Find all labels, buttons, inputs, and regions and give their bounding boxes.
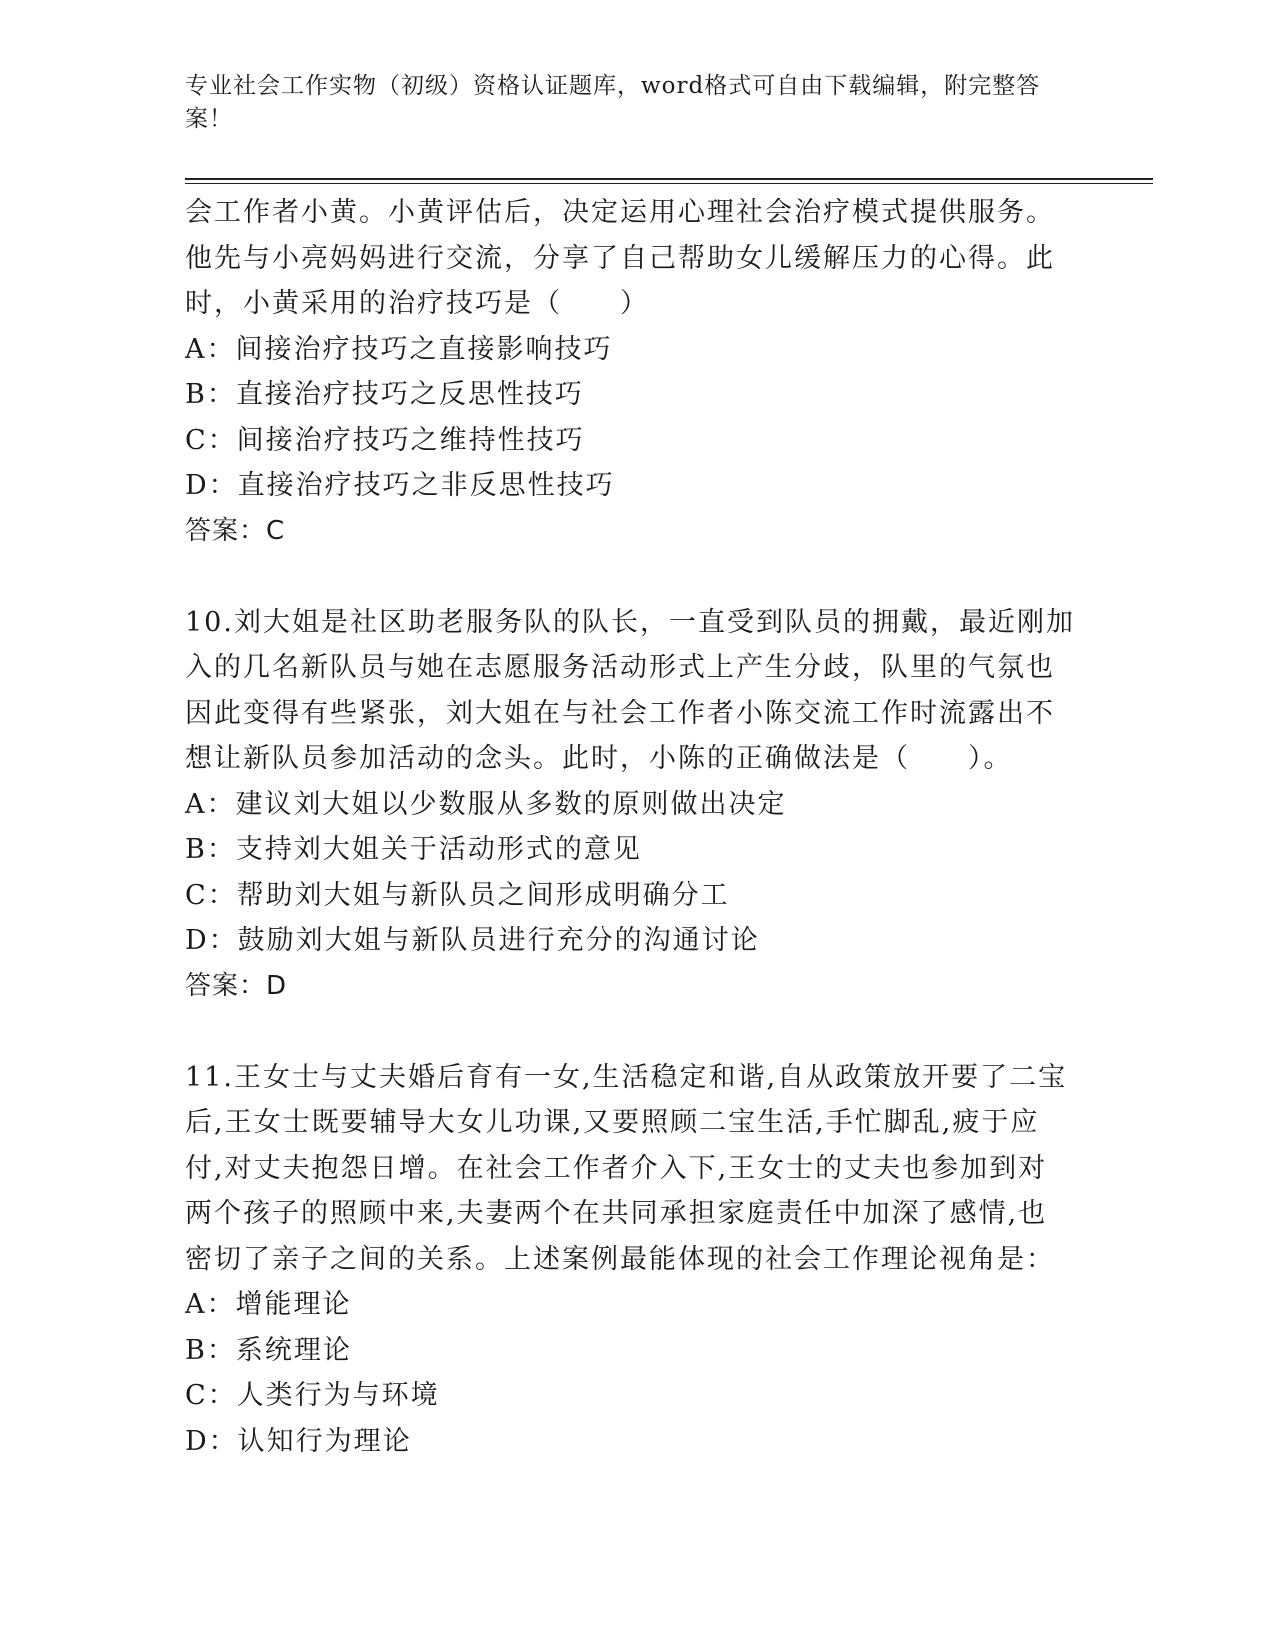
question-text-line: 后,王女士既要辅导大女儿功课,又要照顾二宝生活,手忙脚乱,疲于应 bbox=[185, 1107, 1040, 1138]
option-c: C：间接治疗技巧之维持性技巧 bbox=[185, 424, 585, 456]
option-c: C：人类行为与环境 bbox=[185, 1380, 440, 1411]
header-line-2: 案！ bbox=[185, 106, 233, 132]
question-text-line: 入的几名新队员与她在志愿服务活动形式上产生分歧，队里的气氛也 bbox=[185, 652, 1055, 683]
answer-label: 答案：D bbox=[185, 970, 288, 1001]
question-text-line: 想让新队员参加活动的念头。此时，小陈的正确做法是（ ）。 bbox=[185, 743, 1013, 774]
option-c: C：帮助刘大姐与新队员之间形成明确分工 bbox=[185, 879, 730, 911]
option-d: D：直接治疗技巧之非反思性技巧 bbox=[185, 470, 615, 501]
option-b: B：系统理论 bbox=[185, 1334, 352, 1366]
answer-label: 答案：C bbox=[185, 515, 286, 546]
header-rule-thick bbox=[185, 178, 1153, 180]
spacer bbox=[185, 554, 1085, 600]
option-a: A：增能理论 bbox=[185, 1289, 352, 1320]
header-text bbox=[185, 70, 1065, 136]
document-body bbox=[185, 190, 1085, 1464]
question-text-line: 付,对丈夫抱怨日增。在社会工作者介入下,王女士的丈夫也参加到对 bbox=[185, 1152, 1048, 1184]
question-text-line: 他先与小亮妈妈进行交流，分享了自己帮助女儿缓解压力的心得。此 bbox=[185, 242, 1055, 274]
question-text-line: 两个孩子的照顾中来,夫妻两个在共同承担家庭责任中加深了感情,也 bbox=[185, 1198, 1048, 1229]
option-a: A：建议刘大姐以少数服从多数的原则做出决定 bbox=[185, 788, 787, 820]
question-text-line: 会工作者小黄。小黄评估后，决定运用心理社会治疗模式提供服务。 bbox=[185, 197, 1055, 228]
question-10 bbox=[185, 600, 1085, 1010]
option-d: D：认知行为理论 bbox=[185, 1425, 412, 1457]
spacer bbox=[185, 1009, 1085, 1055]
question-text-line: 密切了亲子之间的关系。上述案例最能体现的社会工作理论视角是： bbox=[185, 1243, 1055, 1275]
question-text-line: 时，小黄采用的治疗技巧是（ ） bbox=[185, 288, 649, 319]
question-text-line: 10.刘大姐是社区助老服务队的队长，一直受到队员的拥戴，最近刚加 bbox=[185, 606, 1075, 638]
question-text-line: 因此变得有些紧张，刘大姐在与社会工作者小陈交流工作时流露出不 bbox=[185, 697, 1055, 729]
header-rule-thin bbox=[185, 183, 1153, 184]
question-11 bbox=[185, 1055, 1085, 1465]
option-a: A：间接治疗技巧之直接影响技巧 bbox=[185, 333, 613, 365]
header-line-1: 专业社会工作实物（初级）资格认证题库，word格式可自由下载编辑，附完整答 bbox=[185, 73, 1041, 99]
question-text-line: 11.王女士与丈夫婚后育有一女,生活稳定和谐,自从政策放开要了二宝 bbox=[185, 1061, 1068, 1093]
option-d: D：鼓励刘大姐与新队员进行充分的沟通讨论 bbox=[185, 925, 760, 956]
option-b: B：支持刘大姐关于活动形式的意见 bbox=[185, 834, 642, 865]
question-9 bbox=[185, 190, 1085, 554]
option-b: B：直接治疗技巧之反思性技巧 bbox=[185, 379, 584, 410]
